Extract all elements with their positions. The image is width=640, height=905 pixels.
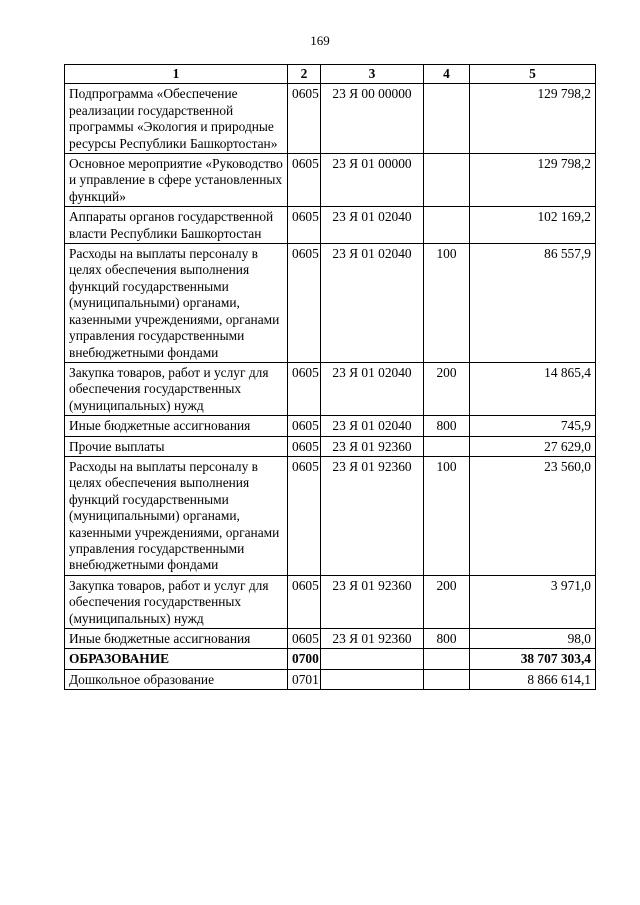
cell-amount: 129 798,2 (470, 84, 596, 154)
cell-type (424, 84, 470, 154)
cell-section: 0605 (288, 436, 321, 456)
cell-amount: 23 560,0 (470, 456, 596, 575)
table-row (65, 575, 596, 628)
table-row (65, 436, 596, 456)
cell-name: Аппараты органов государственной власти Республики Башкортостан (65, 207, 288, 244)
cell-amount: 86 557,9 (470, 244, 596, 363)
cell-section: 0700 (288, 649, 321, 669)
cell-section: 0605 (288, 244, 321, 363)
cell-name: Расходы на выплаты персоналу в целях обеспечения выполнения функций государственными (муниципальными) органами, казенными учреждениями, органами управления государственными внебюджетными фондами (65, 456, 288, 575)
cell-section: 0605 (288, 84, 321, 154)
table-row (65, 154, 596, 207)
cell-amount: 3 971,0 (470, 575, 596, 628)
cell-section: 0605 (288, 362, 321, 415)
column-header-code: 3 (321, 65, 424, 84)
cell-amount: 14 865,4 (470, 362, 596, 415)
cell-code (321, 669, 424, 689)
cell-name: ОБРАЗОВАНИЕ (65, 649, 288, 669)
cell-code: 23 Я 01 92360 (321, 575, 424, 628)
cell-section: 0605 (288, 456, 321, 575)
cell-name: Закупка товаров, работ и услуг для обеспечения государственных (муниципальных) нужд (65, 575, 288, 628)
cell-type: 200 (424, 575, 470, 628)
cell-name: Основное мероприятие «Руководство и управление в сфере установленных функций» (65, 154, 288, 207)
cell-type: 200 (424, 362, 470, 415)
cell-code: 23 Я 01 02040 (321, 207, 424, 244)
cell-code: 23 Я 00 00000 (321, 84, 424, 154)
cell-amount: 8 866 614,1 (470, 669, 596, 689)
cell-type (424, 207, 470, 244)
table-row (65, 84, 596, 154)
budget-table (64, 64, 596, 690)
cell-name: Подпрограмма «Обеспечение реализации государственной программы «Экология и природные ресурсы Республики Башкортостан» (65, 84, 288, 154)
cell-section: 0605 (288, 207, 321, 244)
cell-type (424, 649, 470, 669)
cell-type: 800 (424, 416, 470, 436)
cell-amount: 745,9 (470, 416, 596, 436)
page-number: 169 (310, 33, 330, 48)
cell-name: Дошкольное образование (65, 669, 288, 689)
cell-amount: 129 798,2 (470, 154, 596, 207)
cell-amount: 38 707 303,4 (470, 649, 596, 669)
cell-type (424, 154, 470, 207)
cell-code: 23 Я 01 02040 (321, 244, 424, 363)
cell-type: 100 (424, 244, 470, 363)
cell-section: 0605 (288, 416, 321, 436)
cell-code: 23 Я 01 92360 (321, 436, 424, 456)
cell-type: 100 (424, 456, 470, 575)
cell-code: 23 Я 01 02040 (321, 362, 424, 415)
cell-type (424, 669, 470, 689)
header-row (65, 65, 596, 84)
cell-name: Расходы на выплаты персоналу в целях обеспечения выполнения функций государственными (муниципальными) органами, казенными учреждениями, органами управления государственными внебюджетными фондами (65, 244, 288, 363)
cell-name: Иные бюджетные ассигнования (65, 629, 288, 649)
table-row (65, 244, 596, 363)
column-header-section: 2 (288, 65, 321, 84)
cell-code: 23 Я 01 02040 (321, 416, 424, 436)
cell-code: 23 Я 01 92360 (321, 456, 424, 575)
cell-amount: 102 169,2 (470, 207, 596, 244)
table-row (65, 669, 596, 689)
table-row (65, 456, 596, 575)
cell-code: 23 Я 01 92360 (321, 629, 424, 649)
cell-section: 0605 (288, 575, 321, 628)
cell-type (424, 436, 470, 456)
cell-section: 0605 (288, 154, 321, 207)
table-row (65, 629, 596, 649)
cell-amount: 98,0 (470, 629, 596, 649)
table-row (65, 416, 596, 436)
cell-name: Прочие выплаты (65, 436, 288, 456)
cell-section: 0605 (288, 629, 321, 649)
table-row (65, 362, 596, 415)
cell-type: 800 (424, 629, 470, 649)
cell-amount: 27 629,0 (470, 436, 596, 456)
cell-name: Иные бюджетные ассигнования (65, 416, 288, 436)
table-row (65, 207, 596, 244)
column-header-name: 1 (65, 65, 288, 84)
cell-code (321, 649, 424, 669)
column-header-type: 4 (424, 65, 470, 84)
cell-section: 0701 (288, 669, 321, 689)
table-body (65, 84, 596, 690)
column-header-amount: 5 (470, 65, 596, 84)
table-row (65, 649, 596, 669)
cell-code: 23 Я 01 00000 (321, 154, 424, 207)
cell-name: Закупка товаров, работ и услуг для обеспечения государственных (муниципальных) нужд (65, 362, 288, 415)
